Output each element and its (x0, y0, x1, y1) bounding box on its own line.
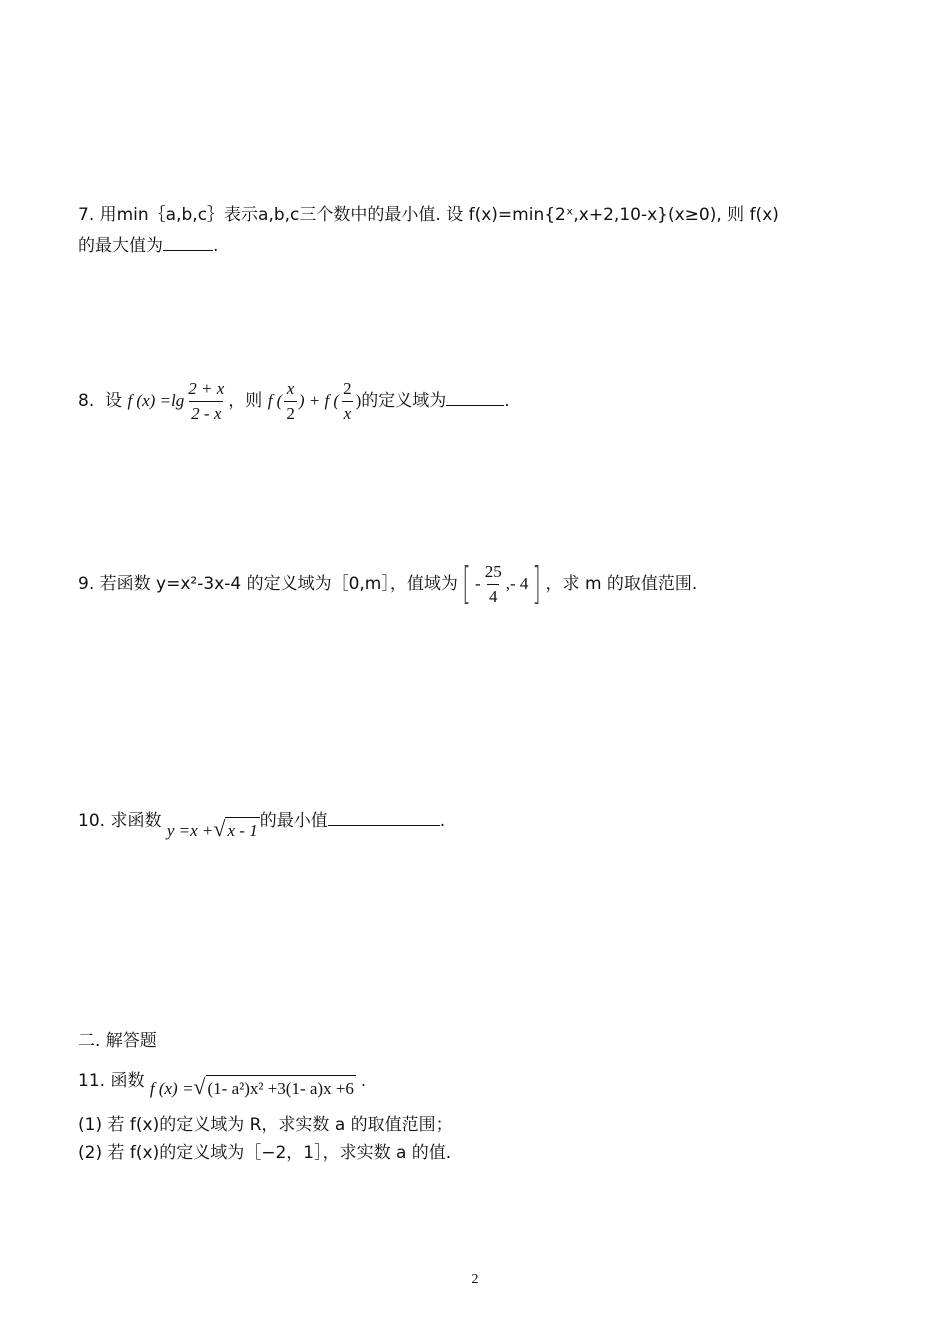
page-number: 2 (471, 1272, 479, 1287)
q9-left-bracket: [ (462, 558, 471, 609)
q7-line2: 的最大值为 . (78, 232, 218, 259)
q10-answer-blank (328, 807, 440, 826)
q7-line1: 7. 用min｛a,b,c｝表示a,b,c三个数中的最小值. 设 f(x)=min{2ˣ,x+2,10-x}(x≥0), 则 f(x) (78, 205, 779, 225)
q11-part1: (1) 若 f(x)的定义域为 R，求实数 a 的取值范围； (78, 1115, 453, 1135)
q11-part2: (2) 若 f(x)的定义域为［−2，1］，求实数 a 的值. (78, 1143, 452, 1163)
q11-sqrt: √ (1- a²)x² +3(1- a)x +6 (193, 1073, 354, 1099)
q8-fraction-x-over-2: $\frac{x}{2}$ (286, 378, 295, 423)
q8-fraction-2-over-x: $\frac{2}{x}$ (343, 378, 352, 423)
q10-sqrt: √ x - 1 (213, 815, 258, 841)
q10: 10. 求函数 y =x + √ x - 1 的最小值 . (78, 804, 445, 838)
q7-answer-blank (163, 232, 213, 251)
q9: 9. 若函数 y=x²-3x-4 的定义域为［0,m］，值域为[ - $\frac{25}{4}$ ,- 4] ，求 m 的取值范围. (78, 558, 698, 609)
section-title: 二. 解答题 (78, 1031, 157, 1051)
q9-right-bracket: ] (532, 558, 542, 609)
q11: 11. 函数 f (x) = √ (1- a²)x² +3(1- a)x +6 . (78, 1071, 366, 1099)
q8: 8. 设 f (x) =lg $\frac{2 + x}{2 - x}$ ，则 f ( $\frac{x}{2}$ ) + f ( $\frac{2}{x}$ )的定义域为 . (78, 378, 510, 423)
q8-answer-blank (446, 387, 504, 406)
q8-fraction: $\frac{2 + x}{2 - x}$ (188, 378, 225, 423)
q9-fraction: $\frac{25}{4}$ (484, 561, 502, 606)
